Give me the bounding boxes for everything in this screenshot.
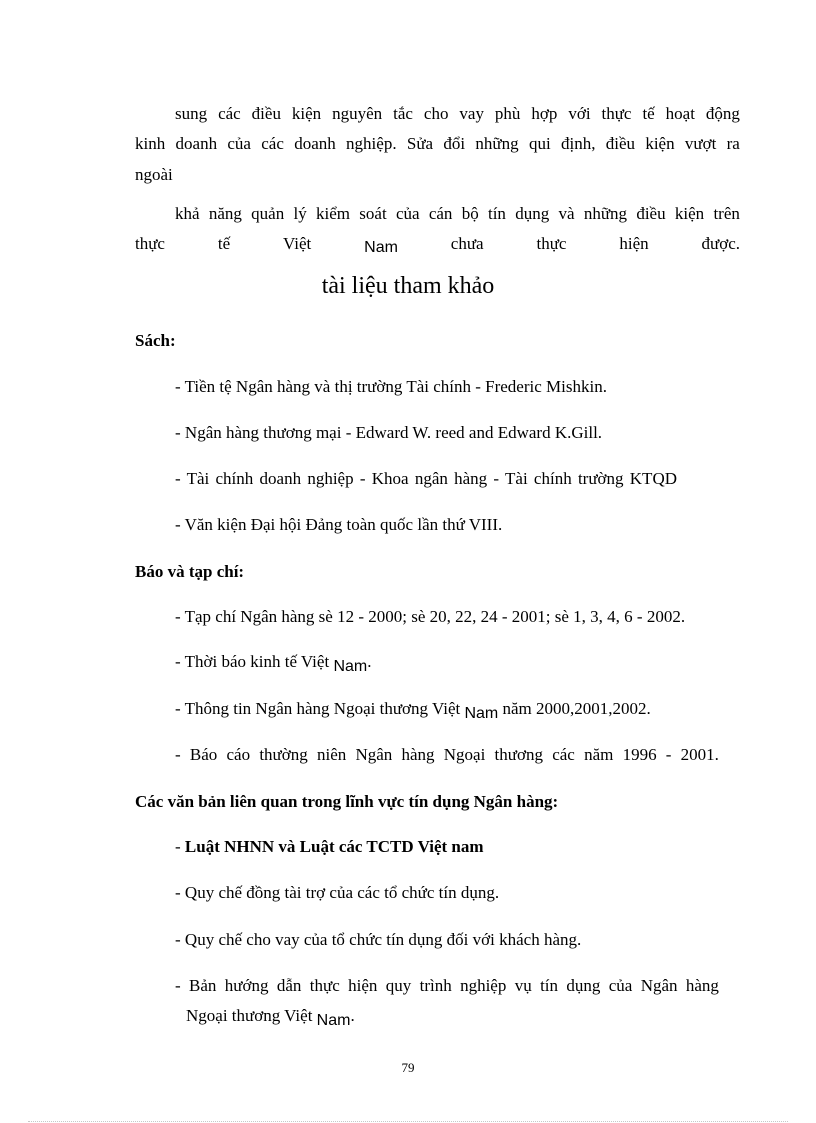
word: niên — [316, 745, 347, 764]
page-number: 79 — [401, 1060, 415, 1075]
word: chưa — [450, 234, 484, 253]
paragraph1-line1 — [175, 103, 740, 125]
word: tắc — [393, 104, 413, 123]
word: thường — [259, 745, 308, 764]
word: 1996 — [622, 745, 657, 764]
word: - — [175, 976, 181, 995]
word: bộ — [461, 204, 479, 223]
word: Báo — [189, 745, 218, 764]
word: - — [665, 745, 672, 764]
word: điều — [251, 104, 281, 123]
word: định, — [560, 134, 596, 153]
press-item-1: - Tạp chí Ngân hàng sè 12 - 2000; sè 20, 22, 24 - 2001; sè 1, 3, 4, 6 - 2002. — [175, 607, 686, 626]
word: kiện — [674, 204, 705, 223]
word: động — [705, 104, 740, 123]
docs-item-1 — [175, 836, 484, 858]
word: cho — [423, 104, 449, 123]
press-item-2 — [175, 651, 371, 674]
book-item-2: - Ngân hàng thương mại - Edward W. reed and Edward K.Gill. — [175, 423, 603, 442]
word: quản — [251, 204, 285, 223]
word: thực — [601, 104, 632, 123]
word: nghiệp. — [346, 134, 397, 153]
word: khả — [175, 204, 200, 223]
word: năm — [584, 745, 614, 764]
word: Việt — [283, 234, 312, 253]
press-item-2-period: . — [367, 652, 372, 671]
word: doanh — [294, 134, 336, 153]
word: cán — [428, 204, 453, 223]
docs-item-4-line2-nam: Nam — [316, 1012, 351, 1029]
word: các — [218, 104, 241, 123]
books-heading: Sách: — [135, 331, 176, 350]
word: của — [395, 204, 420, 223]
press-item-4 — [175, 744, 719, 766]
word: dụng — [566, 976, 601, 995]
press-item-3 — [175, 698, 651, 721]
word: điều — [636, 204, 666, 223]
word: hàng — [685, 976, 719, 995]
page-bottom-rule — [28, 1121, 788, 1122]
press-item-3-text: - Thông tin Ngân hàng Ngoại thương Việt — [175, 699, 461, 718]
docs-item-3: - Quy chế cho vay của tổ chức tín dụng đối với khách hàng. — [175, 930, 582, 949]
word: những — [475, 134, 519, 153]
word: vay — [459, 104, 484, 123]
word: hiện — [619, 234, 649, 253]
word: các — [261, 134, 284, 153]
press-item-3-years: năm 2000,2001,2002. — [502, 699, 651, 718]
press-item-2-nam: Nam — [333, 658, 368, 675]
press-item-3-nam: Nam — [464, 705, 499, 722]
word: hàng — [401, 745, 435, 764]
word: hiện — [348, 976, 378, 995]
word: ra — [726, 134, 740, 153]
word: kiện — [645, 134, 675, 153]
docs-item-1-text: Luật NHNN và Luật các TCTD Việt nam — [184, 837, 484, 856]
word: hoạt — [665, 104, 695, 123]
docs-heading: Các văn bản liên quan trong lĩnh vực tín dụng Ngân hàng: — [135, 792, 559, 811]
word: tế — [642, 104, 655, 123]
word: thực — [536, 234, 567, 253]
word: Bản — [189, 976, 217, 995]
word: lý — [293, 204, 307, 223]
word: qui — [528, 134, 551, 153]
word: thực — [309, 976, 340, 995]
press-heading: Báo và tạp chí: — [135, 562, 245, 581]
book-item-3: - Tài chính doanh nghiệp - Khoa ngân hàng - Tài chính trường KTQD — [175, 469, 677, 488]
word: thực — [135, 234, 165, 253]
word: Ngoại — [443, 745, 486, 764]
word: Sửa — [406, 134, 434, 153]
word: kinh — [135, 134, 166, 153]
docs-item-2: - Quy chế đồng tài trợ của các tổ chức tín dụng. — [175, 883, 500, 902]
word: kiểm — [316, 204, 350, 223]
word: tín — [540, 976, 559, 995]
word: Nam — [364, 239, 398, 256]
paragraph1-line3: ngoài — [135, 165, 173, 184]
word: hợp — [531, 104, 558, 123]
word: nguyên — [332, 104, 383, 123]
word: vụ — [514, 976, 532, 995]
word: cáo — [226, 745, 251, 764]
word: quy — [385, 976, 412, 995]
word: những — [583, 204, 628, 223]
word: với — [568, 104, 591, 123]
word: điều — [605, 134, 636, 153]
word: 2001. — [680, 745, 719, 764]
book-item-4: - Văn kiện Đại hội Đảng toàn quốc lần thứ VIII. — [175, 515, 503, 534]
word: của — [608, 976, 633, 995]
word: kiện — [291, 104, 322, 123]
word: - — [175, 745, 181, 764]
docs-item-4-line2-period: . — [350, 1006, 355, 1025]
word: hướng — [224, 976, 269, 995]
word: tế — [217, 234, 231, 253]
word: trên — [713, 204, 740, 223]
book-item-1: - Tiền tệ Ngân hàng và thị trường Tài chính - Frederic Mishkin. — [175, 377, 607, 396]
word: trình — [419, 976, 452, 995]
page-title: tài liệu tham khảo — [321, 273, 495, 299]
paragraph1-line2 — [135, 133, 740, 155]
word: Ngân — [640, 976, 678, 995]
word: tín — [487, 204, 506, 223]
word: thương — [494, 745, 543, 764]
word: của — [227, 134, 251, 153]
paragraph2-line2 — [135, 233, 740, 255]
word: dụng — [515, 204, 550, 223]
word: năng — [208, 204, 242, 223]
word: sung — [175, 104, 208, 123]
word: đổi — [443, 134, 466, 153]
docs-item-4-line1 — [175, 975, 719, 997]
paragraph2-line1 — [175, 203, 740, 225]
word: và — [558, 204, 575, 223]
docs-item-4-line2-text: Ngoại thương Việt — [186, 1006, 313, 1025]
word: vượt — [684, 134, 717, 153]
press-item-2-text: - Thời báo kinh tế Việt — [175, 652, 330, 671]
word: Ngân — [355, 745, 393, 764]
word: dẫn — [276, 976, 302, 995]
word: doanh — [175, 134, 218, 153]
word: các — [552, 745, 575, 764]
docs-item-4-line2 — [186, 1005, 355, 1028]
word: được. — [701, 234, 740, 253]
word: phù — [494, 104, 521, 123]
word: nghiệp — [460, 976, 507, 995]
word: soát — [359, 204, 387, 223]
docs-item-1-dash: - — [175, 837, 181, 856]
